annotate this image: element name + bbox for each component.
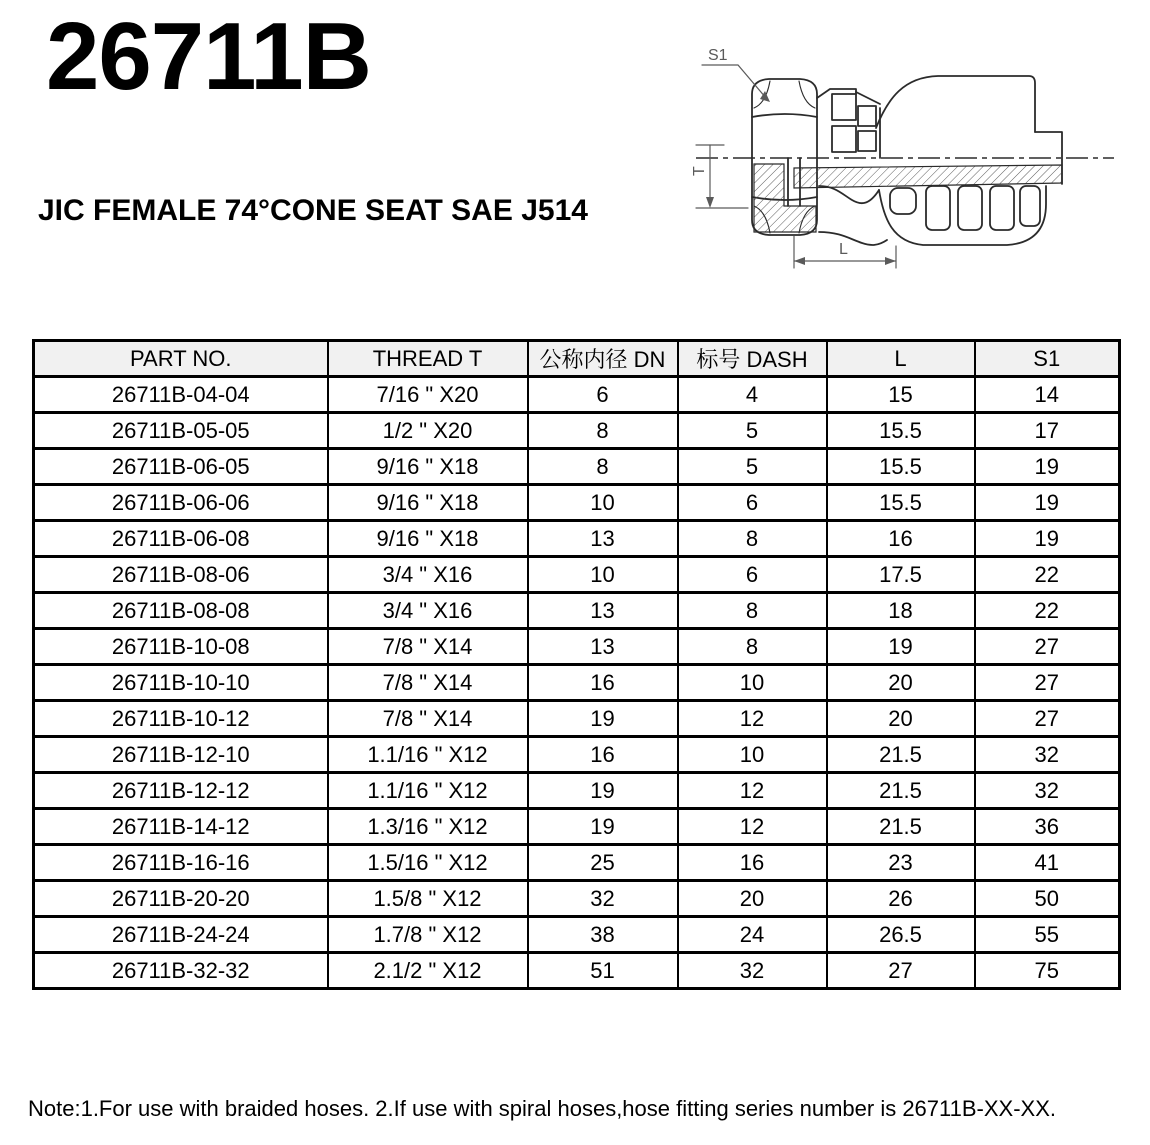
table-cell: 12 (678, 773, 827, 809)
table-cell: 8 (678, 629, 827, 665)
table-cell: 19 (528, 701, 678, 737)
column-header: L (827, 341, 975, 377)
table-cell: 26711B-20-20 (34, 881, 328, 917)
l-dimension (794, 236, 896, 268)
table-cell: 18 (827, 593, 975, 629)
table-cell: 7/16 " X20 (328, 377, 528, 413)
table-cell: 1.7/8 " X12 (328, 917, 528, 953)
table-header-row (34, 341, 1120, 377)
table-cell: 26711B-16-16 (34, 845, 328, 881)
table-cell: 51 (528, 953, 678, 989)
table-cell: 26711B-10-10 (34, 665, 328, 701)
table-cell: 1.1/16 " X12 (328, 737, 528, 773)
table-cell: 16 (528, 737, 678, 773)
s1-dimension (702, 47, 770, 102)
column-header: 公称内径 DN (528, 341, 678, 377)
table-cell: 21.5 (827, 809, 975, 845)
table-cell: 20 (827, 665, 975, 701)
table-cell: 36 (975, 809, 1120, 845)
table-cell: 22 (975, 593, 1120, 629)
dimensions-table (32, 339, 1121, 990)
collar-section (817, 89, 880, 158)
table-cell: 9/16 " X18 (328, 485, 528, 521)
table-cell: 4 (678, 377, 827, 413)
table-row (34, 953, 1120, 989)
table-cell: 26711B-12-10 (34, 737, 328, 773)
table-cell: 55 (975, 917, 1120, 953)
table-row (34, 593, 1120, 629)
table-cell: 32 (975, 773, 1120, 809)
table-cell: 17.5 (827, 557, 975, 593)
table-cell: 6 (678, 557, 827, 593)
table-cell: 21.5 (827, 773, 975, 809)
table-cell: 16 (678, 845, 827, 881)
table-cell: 1/2 " X20 (328, 413, 528, 449)
table-cell: 3/4 " X16 (328, 593, 528, 629)
table-cell: 23 (827, 845, 975, 881)
table-row (34, 377, 1120, 413)
table-cell: 21.5 (827, 737, 975, 773)
table-cell: 26711B-10-08 (34, 629, 328, 665)
table-cell: 8 (528, 413, 678, 449)
table-cell: 14 (975, 377, 1120, 413)
table-row (34, 485, 1120, 521)
table-cell: 16 (827, 521, 975, 557)
table-cell: 13 (528, 593, 678, 629)
table-cell: 26711B-08-06 (34, 557, 328, 593)
stem-cross-section (794, 165, 1062, 188)
table-cell: 8 (678, 593, 827, 629)
page-subtitle: JIC FEMALE 74°CONE SEAT SAE J514 (38, 194, 588, 227)
table-cell: 38 (528, 917, 678, 953)
table-cell: 6 (678, 485, 827, 521)
table-cell: 26711B-08-08 (34, 593, 328, 629)
table-cell: 41 (975, 845, 1120, 881)
table-cell: 26711B-10-12 (34, 701, 328, 737)
t-dimension (691, 145, 748, 208)
table-cell: 10 (678, 665, 827, 701)
table-cell: 1.3/16 " X12 (328, 809, 528, 845)
table-cell: 22 (975, 557, 1120, 593)
table-cell: 6 (528, 377, 678, 413)
table-row (34, 809, 1120, 845)
table-cell: 19 (975, 449, 1120, 485)
table-cell: 19 (975, 521, 1120, 557)
table-cell: 27 (975, 665, 1120, 701)
table-cell: 50 (975, 881, 1120, 917)
table-cell: 25 (528, 845, 678, 881)
table-cell: 15.5 (827, 413, 975, 449)
table-cell: 1.5/16 " X12 (328, 845, 528, 881)
table-cell: 8 (528, 449, 678, 485)
table-cell: 26711B-14-12 (34, 809, 328, 845)
table-row (34, 629, 1120, 665)
table-cell: 9/16 " X18 (328, 521, 528, 557)
l-label: L (839, 241, 848, 258)
table-cell: 26711B-32-32 (34, 953, 328, 989)
table-row (34, 845, 1120, 881)
table-cell: 15.5 (827, 449, 975, 485)
column-header: THREAD T (328, 341, 528, 377)
table-cell: 7/8 " X14 (328, 701, 528, 737)
fitting-technical-drawing (690, 18, 1150, 280)
table-cell: 26711B-12-12 (34, 773, 328, 809)
table-cell: 32 (528, 881, 678, 917)
table-cell: 26711B-05-05 (34, 413, 328, 449)
hex-nut (752, 79, 817, 235)
table-row (34, 737, 1120, 773)
table-cell: 19 (975, 485, 1120, 521)
table-cell: 1.5/8 " X12 (328, 881, 528, 917)
column-header: 标号 DASH (678, 341, 827, 377)
table-cell: 13 (528, 521, 678, 557)
table-cell: 26711B-06-05 (34, 449, 328, 485)
column-header: S1 (975, 341, 1120, 377)
socket-ribs (890, 186, 1040, 230)
table-cell: 1.1/16 " X12 (328, 773, 528, 809)
table-cell: 5 (678, 449, 827, 485)
table-cell: 10 (678, 737, 827, 773)
table-row (34, 881, 1120, 917)
table-row (34, 773, 1120, 809)
table-cell: 10 (528, 557, 678, 593)
footnote: Note:1.For use with braided hoses. 2.If use with spiral hoses,hose fitting series number is 26711B-XX-XX. (28, 1096, 1056, 1121)
table-cell: 26.5 (827, 917, 975, 953)
table-row (34, 665, 1120, 701)
table-cell: 26 (827, 881, 975, 917)
table-cell: 24 (678, 917, 827, 953)
table-cell: 27 (827, 953, 975, 989)
table-cell: 8 (678, 521, 827, 557)
table-cell: 15.5 (827, 485, 975, 521)
t-label: T (691, 166, 708, 176)
table-cell: 27 (975, 701, 1120, 737)
table-cell: 15 (827, 377, 975, 413)
table-cell: 5 (678, 413, 827, 449)
table-cell: 26711B-06-06 (34, 485, 328, 521)
table-cell: 19 (528, 773, 678, 809)
table-cell: 20 (678, 881, 827, 917)
page-title: 26711B (46, 3, 371, 110)
table-cell: 26711B-24-24 (34, 917, 328, 953)
table-cell: 12 (678, 701, 827, 737)
table-cell: 13 (528, 629, 678, 665)
table-cell: 19 (528, 809, 678, 845)
table-cell: 32 (975, 737, 1120, 773)
table-row (34, 557, 1120, 593)
column-header: PART NO. (34, 341, 328, 377)
table-cell: 17 (975, 413, 1120, 449)
table-cell: 9/16 " X18 (328, 449, 528, 485)
table-row (34, 413, 1120, 449)
table-cell: 75 (975, 953, 1120, 989)
table-cell: 2.1/2 " X12 (328, 953, 528, 989)
socket-shell (876, 76, 1062, 245)
table-cell: 27 (975, 629, 1120, 665)
table-cell: 7/8 " X14 (328, 629, 528, 665)
table-cell: 16 (528, 665, 678, 701)
table-row (34, 701, 1120, 737)
s1-label: S1 (708, 47, 728, 64)
table-cell: 7/8 " X14 (328, 665, 528, 701)
table-body (34, 377, 1120, 989)
table-cell: 32 (678, 953, 827, 989)
swivel-funnel (819, 186, 887, 245)
table-cell: 19 (827, 629, 975, 665)
table-cell: 26711B-04-04 (34, 377, 328, 413)
table-cell: 12 (678, 809, 827, 845)
table-cell: 26711B-06-08 (34, 521, 328, 557)
table-row (34, 449, 1120, 485)
table-cell: 3/4 " X16 (328, 557, 528, 593)
table-row (34, 917, 1120, 953)
table-row (34, 521, 1120, 557)
table-cell: 20 (827, 701, 975, 737)
table-cell: 10 (528, 485, 678, 521)
